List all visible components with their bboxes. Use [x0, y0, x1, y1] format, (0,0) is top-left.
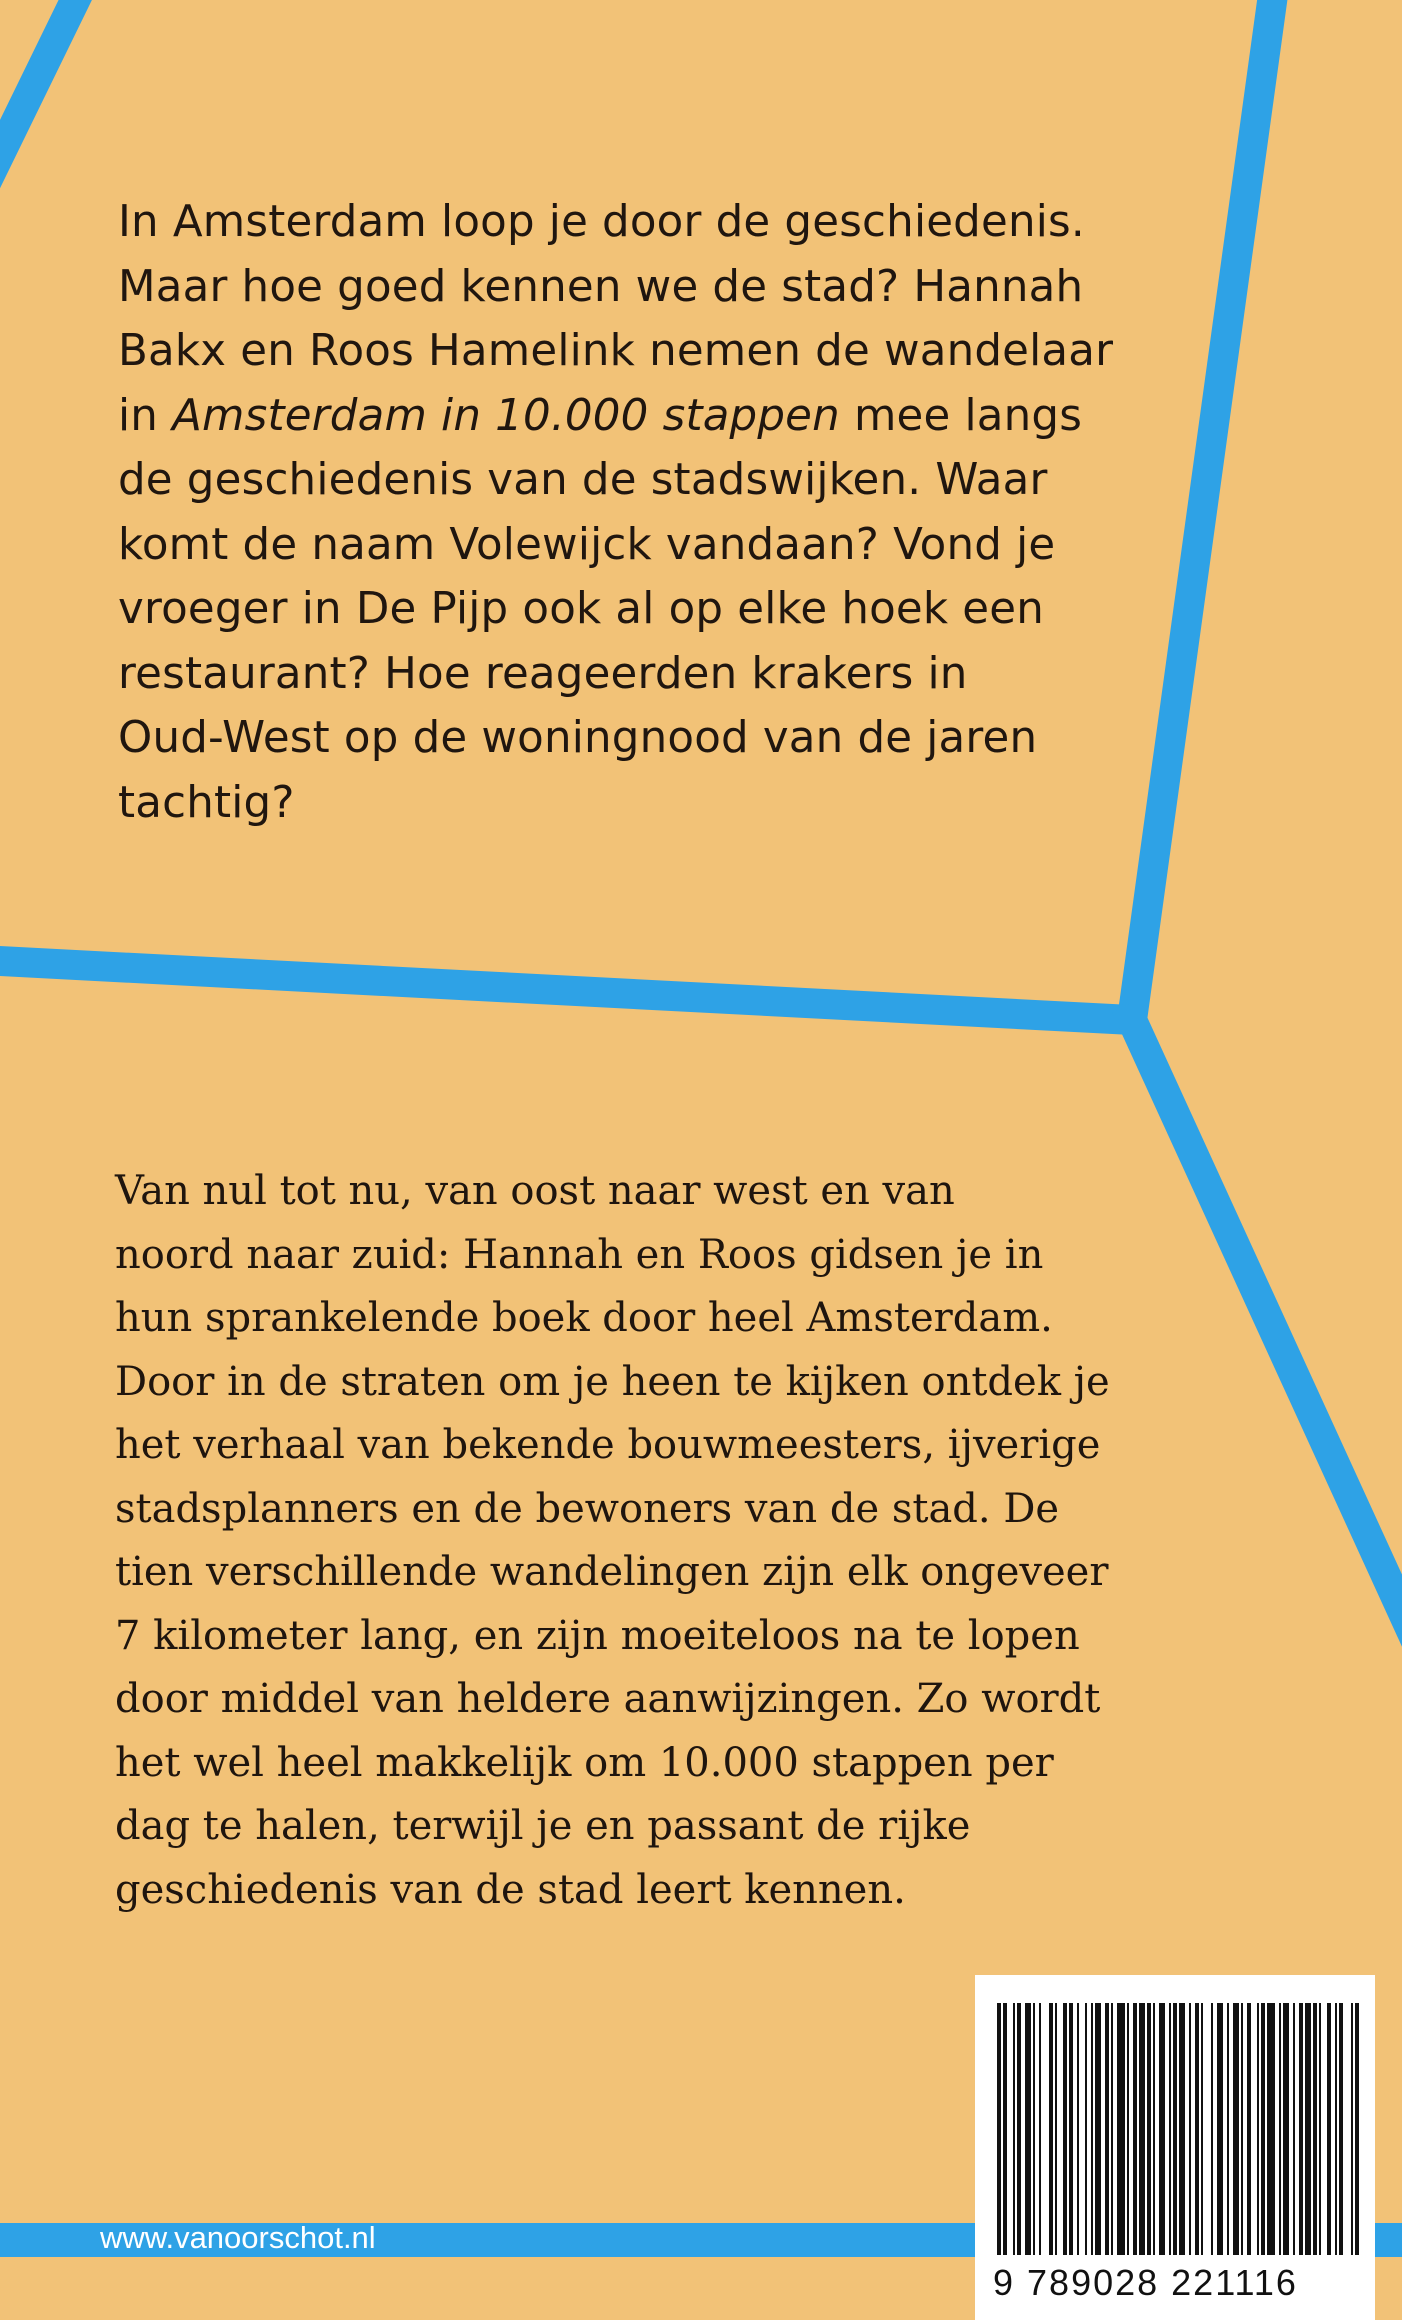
lower-line: het wel heel makkelijk om 10.000 stappen per — [115, 1739, 1054, 1786]
barcode-bar — [1127, 2003, 1129, 2255]
upper-description — [118, 190, 1118, 835]
barcode-bar — [1111, 2003, 1113, 2255]
barcode-bar — [1085, 2003, 1087, 2255]
upper-line-10: tachtig? — [118, 777, 295, 828]
barcode-bar — [1139, 2003, 1145, 2255]
upper-line-4-prefix: in — [118, 390, 173, 441]
barcode-bar — [1279, 2003, 1281, 2255]
barcode-bar — [1283, 2003, 1289, 2255]
barcode-bar — [1293, 2003, 1295, 2255]
barcode-bar — [1077, 2003, 1079, 2255]
barcode-bar — [1201, 2003, 1203, 2255]
barcode-bar — [1025, 2003, 1031, 2255]
lower-line: noord naar zuid: Hannah en Roos gidsen je in — [115, 1231, 1044, 1278]
barcode-bar — [1313, 2003, 1317, 2255]
barcode-bar — [1305, 2003, 1311, 2255]
barcode-bar — [1299, 2003, 1303, 2255]
barcode-bar — [1351, 2003, 1353, 2255]
lower-description — [115, 1160, 1125, 1922]
barcode-bar — [1247, 2003, 1251, 2255]
barcode-bar — [1095, 2003, 1101, 2255]
barcode-bar — [1133, 2003, 1137, 2255]
barcode-bar — [1211, 2003, 1213, 2255]
barcode-bar — [1195, 2003, 1199, 2255]
barcode-bar — [1039, 2003, 1041, 2255]
barcode-bar — [1169, 2003, 1171, 2255]
barcode-bar — [1003, 2003, 1007, 2255]
map-line-top-right — [1132, 0, 1275, 1020]
barcode-bar — [1033, 2003, 1035, 2255]
map-line-top-left — [0, 0, 85, 195]
barcode-bar — [997, 2003, 1001, 2255]
barcode-bar — [1153, 2003, 1155, 2255]
publisher-url[interactable]: www.vanoorschot.nl — [100, 2220, 376, 2255]
upper-line-4-suffix: mee langs — [839, 390, 1083, 441]
barcode-bar — [1055, 2003, 1057, 2255]
upper-line-2: Maar hoe goed kennen we de stad? Hannah — [118, 261, 1084, 312]
barcode-bar — [1069, 2003, 1073, 2255]
barcode-bar — [1105, 2003, 1109, 2255]
lower-line: door middel van heldere aanwijzingen. Zo wordt — [115, 1676, 1101, 1722]
barcode-bar — [1319, 2003, 1321, 2255]
barcode-bar — [1233, 2003, 1239, 2255]
upper-line-1: In Amsterdam loop je door de geschiedenis. — [118, 197, 1085, 247]
lower-line: stadsplanners en de bewoners van de stad. De — [115, 1485, 1060, 1532]
barcode-bar — [1339, 2003, 1343, 2255]
upper-line-5: de geschiedenis van de stadswijken. Waar — [118, 455, 1048, 505]
barcode-bar — [1217, 2003, 1223, 2255]
upper-line-8: restaurant? Hoe reageerden krakers in — [118, 648, 968, 699]
upper-line-4 — [118, 384, 1118, 449]
map-line-diagonal-right — [1132, 1020, 1402, 1650]
upper-line-9: Oud-West op de woningnood van de jaren — [118, 713, 1038, 763]
barcode-bar — [1049, 2003, 1053, 2255]
book-title: Amsterdam in 10.000 stappen — [172, 390, 840, 441]
barcode-bar — [1257, 2003, 1259, 2255]
lower-line: het verhaal van bekende bouwmeesters, ijverige — [115, 1422, 1101, 1468]
lower-line: Van nul tot nu, van oost naar west en van — [115, 1168, 955, 1214]
barcode-bar — [1147, 2003, 1151, 2255]
upper-line-6: komt de naam Volewijck vandaan? Vond je — [118, 519, 1056, 570]
barcode-bar — [1267, 2003, 1275, 2255]
barcode-bar — [1117, 2003, 1125, 2255]
upper-line-7: vroeger in De Pijp ook al op elke hoek een — [118, 584, 1044, 634]
barcode-bar — [1355, 2003, 1359, 2255]
barcode-bar — [1179, 2003, 1185, 2255]
barcode-bar — [1091, 2003, 1093, 2255]
map-line-horizontal — [0, 960, 1132, 1020]
barcode-bar — [1189, 2003, 1191, 2255]
barcode-bar — [1159, 2003, 1165, 2255]
lower-line: Door in de straten om je heen te kijken ontdek je — [115, 1358, 1110, 1405]
lower-line: hun sprankelende boek door heel Amsterdam. — [115, 1295, 1053, 1341]
lower-line: tien verschillende wandelingen zijn elk ongeveer — [115, 1549, 1109, 1595]
barcode-bar — [1227, 2003, 1229, 2255]
barcode-bar — [1241, 2003, 1243, 2255]
barcode-bar — [1327, 2003, 1331, 2255]
isbn-barcode — [975, 1975, 1375, 2320]
upper-line-3: Bakx en Roos Hamelink nemen de wandelaar — [118, 326, 1114, 376]
barcode-bar — [1063, 2003, 1067, 2255]
lower-line: dag te halen, terwijl je en passant de rijke — [115, 1803, 971, 1849]
lower-line: geschiedenis van de stad leert kennen. — [115, 1866, 906, 1913]
lower-line: 7 kilometer lang, en zijn moeiteloos na te lopen — [115, 1612, 1080, 1659]
barcode-digits: 9 789028 221116 — [993, 2262, 1298, 2303]
barcode-bar — [1335, 2003, 1337, 2255]
barcode-bar — [1017, 2003, 1021, 2255]
barcode-bar — [1173, 2003, 1177, 2255]
barcode-bar — [1013, 2003, 1015, 2255]
barcode-bar — [1261, 2003, 1265, 2255]
